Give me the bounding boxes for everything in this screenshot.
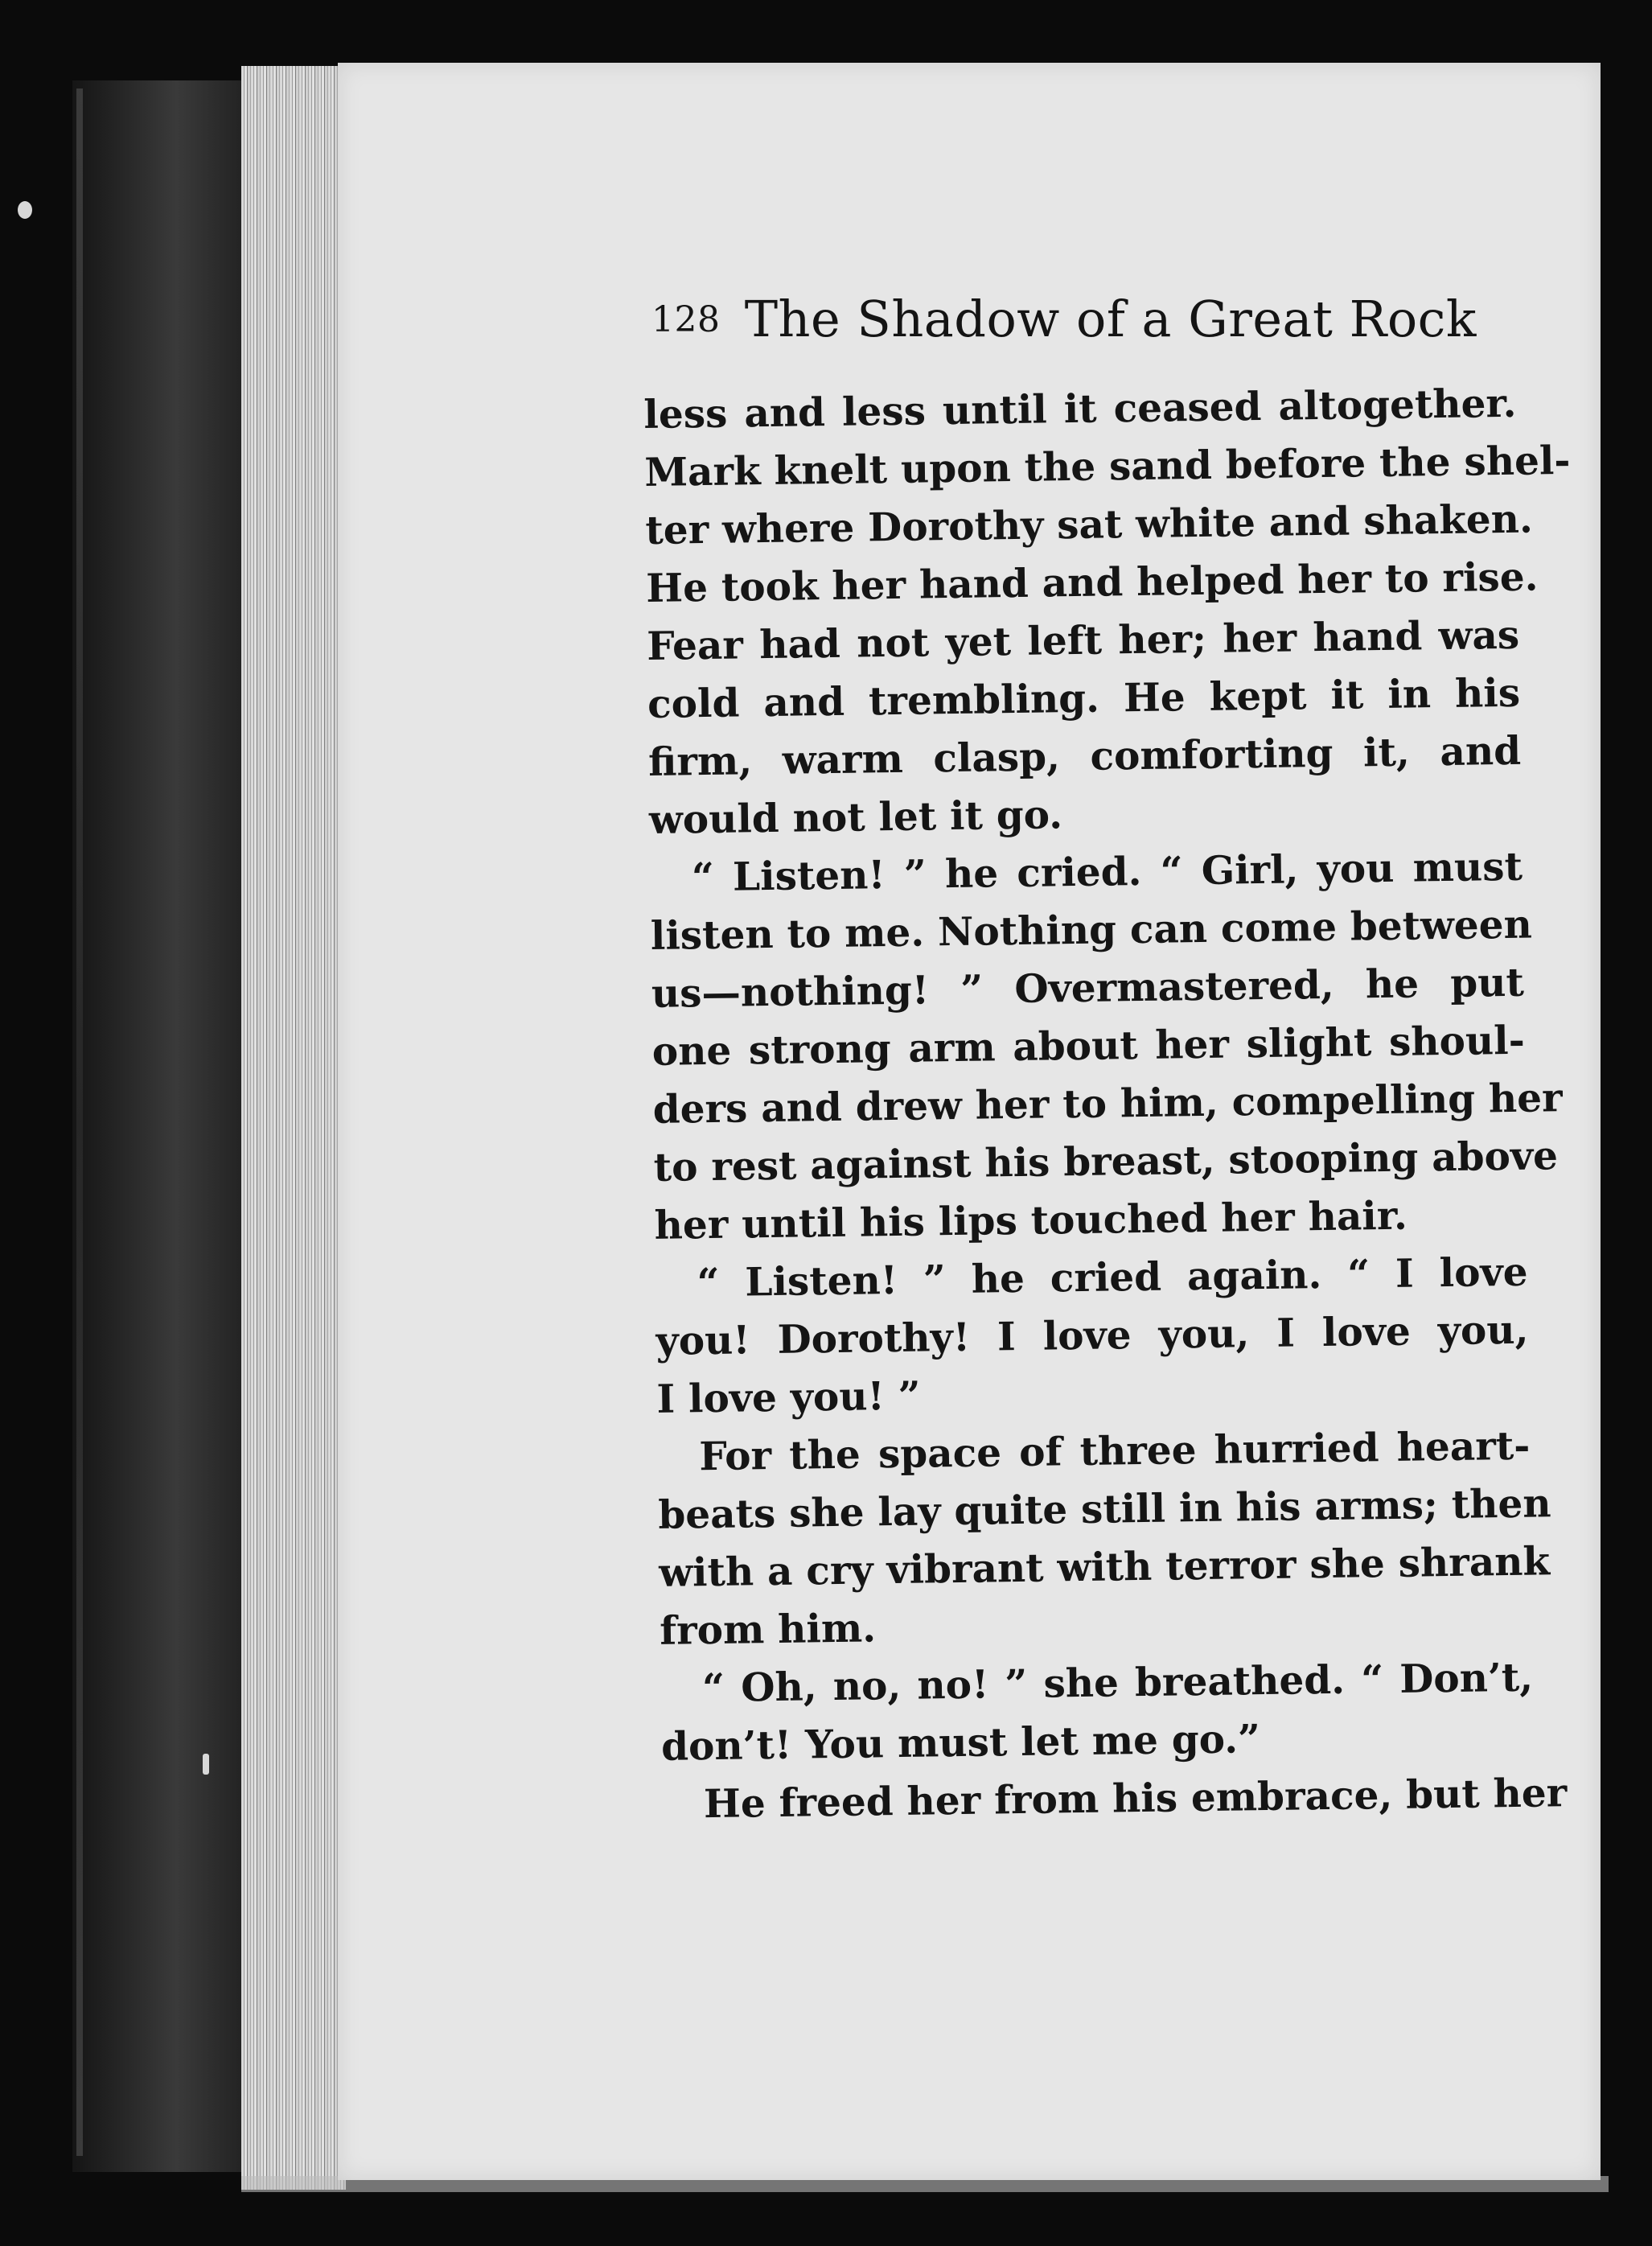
- body-text: [643, 375, 1571, 1834]
- text-line: “ Listen! ” he cried again. “ I love: [697, 1248, 1528, 1306]
- text-line: He freed her from his embrace, but her: [703, 1770, 1568, 1828]
- text-line: from him.: [659, 1605, 877, 1654]
- running-header: [651, 290, 1536, 348]
- text-line: you! Dorothy! I love you, I love you,: [655, 1306, 1529, 1364]
- text-line: For the space of three hurried heart-: [699, 1422, 1531, 1480]
- text-line: us—nothing! ” Overmastered, he put: [651, 959, 1525, 1017]
- text-line: her until his lips touched her hair.: [654, 1192, 1408, 1248]
- text-line: Fear had not yet left her; her hand was: [646, 611, 1520, 669]
- text-line: one strong arm about her slight shoul-: [651, 1017, 1526, 1075]
- running-title: The Shadow of a Great Rock: [744, 290, 1477, 348]
- text-line: firm, warm clasp, comforting it, and: [647, 727, 1522, 785]
- dust-speck: [18, 201, 32, 219]
- text-line: would not let it go.: [648, 792, 1063, 843]
- text-line: “ Listen! ” he cried. “ Girl, you must: [691, 843, 1523, 901]
- dust-speck: [203, 1754, 209, 1775]
- page-number: 128: [651, 299, 721, 340]
- book-cover: [72, 80, 245, 2172]
- text-line: beats she lay quite still in his arms; then: [657, 1480, 1551, 1538]
- text-line: I love you! ”: [656, 1372, 921, 1422]
- text-line: less and less until it ceased altogether.: [643, 380, 1517, 438]
- text-line: Mark knelt upon the sand before the shel-: [644, 437, 1571, 496]
- cover-edge: [76, 88, 83, 2156]
- text-line: with a cry vibrant with terror she shrank: [658, 1538, 1551, 1596]
- text-line: ter where Dorothy sat white and shaken.: [644, 496, 1534, 553]
- text-line: “ Oh, no, no! ” she breathed. “ Don’t,: [701, 1654, 1534, 1712]
- text-line: don’t! You must let me go.”: [660, 1716, 1261, 1770]
- text-line: He took her hand and helped her to rise.: [645, 553, 1539, 611]
- text-line: listen to me. Nothing can come between: [650, 901, 1533, 959]
- text-line: to rest against his breast, stooping above: [653, 1133, 1559, 1191]
- text-line: cold and trembling. He kept it in his: [647, 669, 1521, 727]
- page-edges: [241, 66, 346, 2190]
- text-line: ders and drew her to him, compelling her: [652, 1075, 1563, 1133]
